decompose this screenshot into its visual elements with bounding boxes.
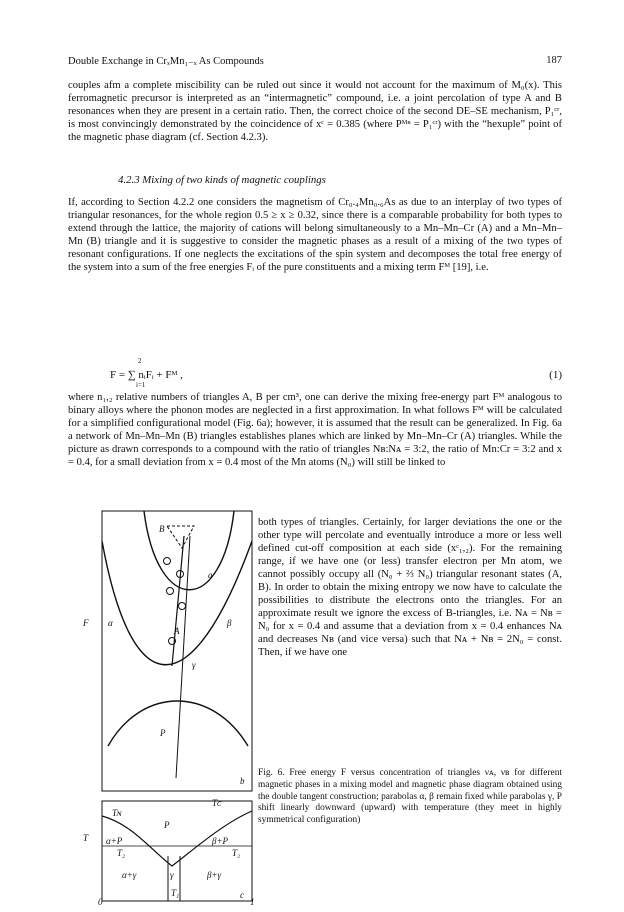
site-A-label: A [174,626,180,636]
gamma-phase-label: γ [170,870,174,880]
atom-3 [167,588,174,595]
figure-caption: Fig. 6. Free energy F versus concentration of triangles νᴀ, νʙ for different magnetic phases in a mixing model and magnetic phase diagram obtained using the double tangent construction; parabolas α, β remain fixed while parabolas γ, P shift linearly downward (upward) with temperature (they meet in highly symmetrical configuration) [258,768,562,826]
free-energy-frame [102,511,252,791]
paragraph-2: If, according to Section 4.2.2 one considers the magnetism of Cr₀.₄Mn₀.₆As as due to an interplay of two types of triangular resonances, for the whole region 0.5 ≥ x ≥ 0.32, since there is a comparable probability for both types to extend through the lattice, the majority of cations will belong simultaneously to a Mn–Mn–Cr (A) and a Mn–Mn–Mn (B) triangle and it is suggestive to consider the magnetic phases as a result of a mixing of the two types of resonant configurations. If one neglects the excitations of the spin system and decomposes the total free energy of the system into a sum of the free energies Fᵢ of the pure constituents and a mixing term Fᴹ [19], i.e. [68,197,562,273]
tick-1: 1 [250,897,255,906]
figure-6-drawing [72,506,272,906]
TN-label: Tɴ [112,808,122,818]
panel-a-label: a [208,570,213,580]
axis-T-label: T [83,833,89,843]
P-phase-label: P [164,820,170,830]
gamma-label: γ [192,660,196,670]
running-head [68,55,562,67]
betaP-label: β+P [212,836,229,846]
atom-1 [164,558,171,565]
paragraph-1: couples afm a complete miscibility can be ruled out since it would not account for the maximum of M₀(x). This ferromagnetic precursor is interpreted as an “intermagnetic” compound, i.e. a joint percolation of type A and B resonances when they are present in a certain ratio. Then, the correct choice of the second DE–SE mechanism, P₁ᶜʳ, is most convincingly demonstrated by the coincidence of xᶜ = 0.385 (where Pᴹⁿ = P₁ᶜʳ) with the “hexuple” point of the magnetic phase diagram (cf. Section 4.2.3). [68,80,562,143]
P-label: P [160,728,166,738]
running-title: Double Exchange in CrₓMn₁₋ₓ As Compounds [68,56,264,67]
parabola-alpha-beta [102,541,252,665]
axis-F-label: F [83,618,89,628]
paragraph-4: both types of triangles. Certainly, for larger deviations the one or the other type will percolate and eventually introduce a more or less well defined cut-off composition at each side (xᶜ₁,₂). For the remaining range, if we have one (or less) transfer electron per Mn atom, we cannot possibly occupy all (N₀ + ⅔ N₀) triangular resonant states (A, B). In order to obtain the mixing entropy we now have to calculate the possibilities to distribute the electrons onto the triangles. For an approximate result we ignore the excess of B-triangles, i.e. Nᴀ = Nʙ = N₀ for x = 0.4 and assume that a deviation from x = 0.4 enhances Nᴀ and decreases Nʙ (and vice versa) such that Nᴀ + Nʙ = 2N₀ = const. Then, if we have one [258,517,562,658]
T2-left-label: T₂ [117,848,126,858]
arrow-gamma [172,536,184,666]
betaGamma-label: β+γ [207,870,222,880]
equation-sum-lower: i=1 [136,381,146,389]
tick-0: 0 [98,897,103,906]
T1-label: T₁ [171,888,180,898]
alphaP-label: α+P [106,836,123,846]
alphaGamma-label: α+γ [122,870,137,880]
figure-6 [72,506,272,906]
panel-c-label: c [240,890,244,900]
site-B-label: B [159,524,165,534]
beta-label: β [227,618,232,628]
paragraph-3: where n₁,₂ relative numbers of triangles A, B per cm³, one can derive the mixing free-energy part Fᴹ analogous to binary alloys where the phonon modes are neglected in a first approximation. In what follows Fᴹ will be calculated for a simplified configurational model (Fig. 6a); however, it is assumed that the result can be generalized. In Fig. 6a a network of Mn–Mn–Mn (B) triangles establishes planes which are linked by Mn–Mn–Cr (A) triangles. While the picture as drawn corresponds to a compound with the ratio of triangles Nʙ:Nᴀ = 3:2, the ratio of Mn:Cr = 3:2 and x = 0.4, for a small deviation from x = 0.4 most of the Mn atoms (N₀) will still be linked to [68,392,562,468]
equation-number: (1) [549,369,562,381]
equation-body: F = ∑ nᵢFᵢ + Fᴹ , [110,369,183,381]
T2-right-label: T₂ [232,848,241,858]
page-number: 187 [546,55,562,66]
Tc-label: Tᴄ [212,798,222,808]
equation-sum-upper: 2 [138,357,142,365]
alpha-label: α [108,618,113,628]
section-heading: 4.2.3 Mixing of two kinds of magnetic couplings [118,174,326,186]
atom-4 [179,603,186,610]
panel-b-label: b [240,776,245,786]
